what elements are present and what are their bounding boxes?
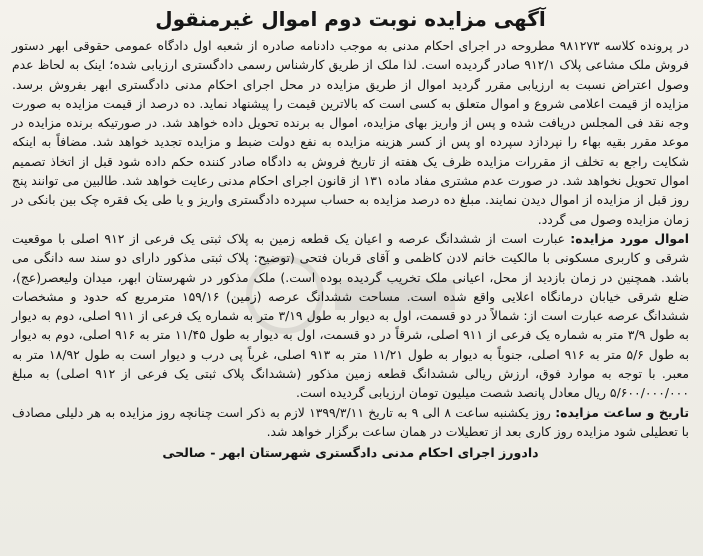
- property-paragraph: [12, 229, 689, 403]
- notice-title: آگهی مزایده نوبت دوم اموال غیرمنقول: [155, 7, 546, 31]
- schedule-heading: تاریخ و ساعت مزایده:: [555, 404, 689, 420]
- notice-body: [12, 36, 689, 441]
- schedule-paragraph: [12, 403, 689, 442]
- property-heading: اموال مورد مزایده:: [570, 230, 690, 246]
- signature-line: دادورز اجرای احکام مدنی دادگستری شهرستان ابهر - صالحی: [162, 445, 539, 461]
- property-description: عبارت است از ششدانگ عرصه و اعیان یک قطعه زمین به پلاک ثبتی یک فرعی از ۹۱۲ اصلی با موقعیت شرقی و کاربری مسکونی با مالکیت خانم لادن کاظمی و آقای قربان فتحی (توضیح: پلاک ثبتی مذکور دارای دو سند سه دانگی می باشد. همچنین در زمان بازدید از محل، اعیانی ملک تخریب گردیده بوده است.) ملک مذکور در شهرستان ابهر، میدان ولیعصر(عج)، ضلع شرقی خیابان درمانگاه اعلایی واقع شده است. مساحت ششدانگ عرصه (زمین) ۱۵۹/۱۶ مترمربع که حدود و مشخصات ششدانگ عرصه عبارت است از: شمالاً در دو قسمت، اول به دیوار به طول ۳/۱۹ متر به شماره یک فرعی از ۹۱۱ اصلی، دوم به دیوار به طول ۳/۹ متر به شماره یک فرعی از ۹۱۱ اصلی، شرقاً در دو قسمت، اول به دیوار به طول ۱۱/۴۵ متر به ۹۱۶ اصلی، دوم به دیوار به طول ۵/۶ متر به ۹۱۶ اصلی، جنوباً به دیوار به طول ۱۱/۲۱ متر به ۹۱۳ اصلی، غرباً پی درب و دیوار است به طول ۱۸/۹۲ متر به معبر. با توجه به موارد فوق، ارزش ریالی ششدانگ قطعه زمین مذکور (ششدانگ پلاک ثبتی یک فرعی از ۹۱۲ اصلی) به مبلغ ۵/۶۰۰/۰۰۰/۰۰۰ ریال معادل پانصد شصت میلیون تومان ارزیابی گردیده است.: [12, 230, 690, 401]
- intro-paragraph: در پرونده کلاسه ۹۸۱۲۷۳ مطروحه در اجرای احکام مدنی به موجب دادنامه صادره از شعبه اول دادگاه عمومی حقوقی ابهر دستور فروش ملک مشاعی پلاک ۹۱۲/۱ صادر گردیده است. لذا ملک از طریق کارشناس رسمی دادگستری ارزیابی شده؛ اینک به لحاظ عدم وصول اعتراض نسبت به ارزیابی مقرر گردید اموال از طریق مزایده در محل اجرای احکام مدنی دادگستری ابهر بفروش برسد. مزایده از قیمت اعلامی شروع و اموال متعلق به کسی است که بالاترین قیمت را پیشنهاد نماید. ده درصد از قیمت مزایده به صورت وجه نقد فی المجلس دریافت شده و پس از واریز بهای مزایده، اموال به برنده تحویل داده خواهد شد. در صورتیکه برنده مزایده در موعد مقرر بقیه بهاء را نپردازد سپرده او پس از کسر هزینه مزایده به نفع دولت ضبط و مزایده تجدید خواهد شد. مضافاً به اینکه شکایت راجع به تخلف از مقررات مزایده ظرف یک هفته از تاریخ فروش به دادگاه صادر کننده حکم داده شود قبل از اتخاذ تصمیم اموال تحویل نخواهد شد. در صورت عدم مشتری مفاد ماده ۱۳۱ از قانون اجرای احکام مدنی رعایت خواهد شد. طالبین می توانند پنج روز قبل از مزایده از اموال دیدن نمایند. مبلغ ده درصد مزایده به حساب سپرده دادگستری واریز و یا طی یک فقره چک بین بانکی در زمان مزایده وصول می گردد.: [12, 38, 689, 227]
- schedule-description: روز یکشنبه ساعت ۸ الی ۹ به تاریخ ۱۳۹۹/۳/۱۱ لازم به ذکر است چنانچه روز مزایده به هر دلیلی مصادف با تعطیلی شود مزایده روز کاری بعد از تعطیلات در همان ساعت برگزار خواهد شد.: [12, 404, 689, 439]
